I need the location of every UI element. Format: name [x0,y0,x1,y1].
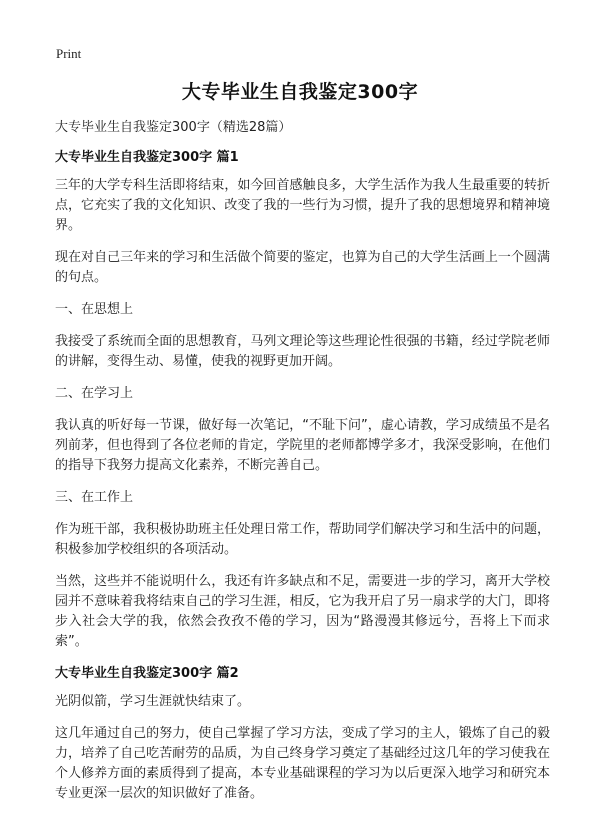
article-body [55,118,550,816]
paragraph: 这几年通过自己的努力，使自己掌握了学习方法，变成了学习的主人，锻炼了自己的毅力，培养了自己吃苦耐劳的品质，为自己终身学习奠定了基础经过这几年的学习使我在个人修养方面的素质得到了提高，本专业基础课程的学习为以后更深入地学习和研究本专业更深一层次的知识做好了准备。 [55,726,550,801]
section-heading-2: 大专毕业生自我鉴定300字 篇2 [55,666,239,681]
paragraph: 我接受了系统而全面的思想教育，马列文理论等这些理论性很强的书籍，经过学院老师的讲解，变得生动、易懂，使我的视野更加开阔。 [55,334,550,369]
subheading-thought: 一、在思想上 [55,302,134,317]
paragraph: 当然，这些并不能说明什么，我还有许多缺点和不足，需要进一步的学习，离开大学校园并不意味着我将结束自己的学习生涯，相反，它为我开启了另一扇求学的大门，即将步入社会大学的我，依然会孜孜不倦的学习，因为“路漫漫其修远兮，吾将上下而求索”。 [55,574,550,649]
article-subtitle: 大专毕业生自我鉴定300字（精选28篇） [55,120,292,135]
page-title: 大专毕业生自我鉴定300字 [181,81,419,103]
section-heading-1: 大专毕业生自我鉴定300字 篇1 [55,150,239,165]
print-link[interactable]: Print [56,46,82,61]
paragraph: 现在对自己三年来的学习和生活做个简要的鉴定，也算为自己的大学生活画上一个圆满的句点。 [55,250,550,285]
paragraph: 我认真的听好每一节课，做好每一次笔记，“不耻下问”，虚心请教，学习成绩虽不是名列前茅，但也得到了各位老师的肯定，学院里的老师都博学多才，我深受影响，在他们的指导下我努力提高文化素养，不断完善自己。 [55,418,550,473]
subheading-work: 三、在工作上 [55,490,134,505]
subheading-study: 二、在学习上 [55,386,134,401]
paragraph: 三年的大学专科生活即将结束，如今回首感触良多，大学生活作为我人生最重要的转折点，它充实了我的文化知识、改变了我的一些行为习惯，提升了我的思想境界和精神境界。 [55,178,550,233]
paragraph: 作为班干部，我积极协助班主任处理日常工作，帮助同学们解决学习和生活中的问题，积极参加学校组织的各项活动。 [55,522,550,557]
paragraph: 光阴似箭，学习生涯就快结束了。 [55,694,251,709]
